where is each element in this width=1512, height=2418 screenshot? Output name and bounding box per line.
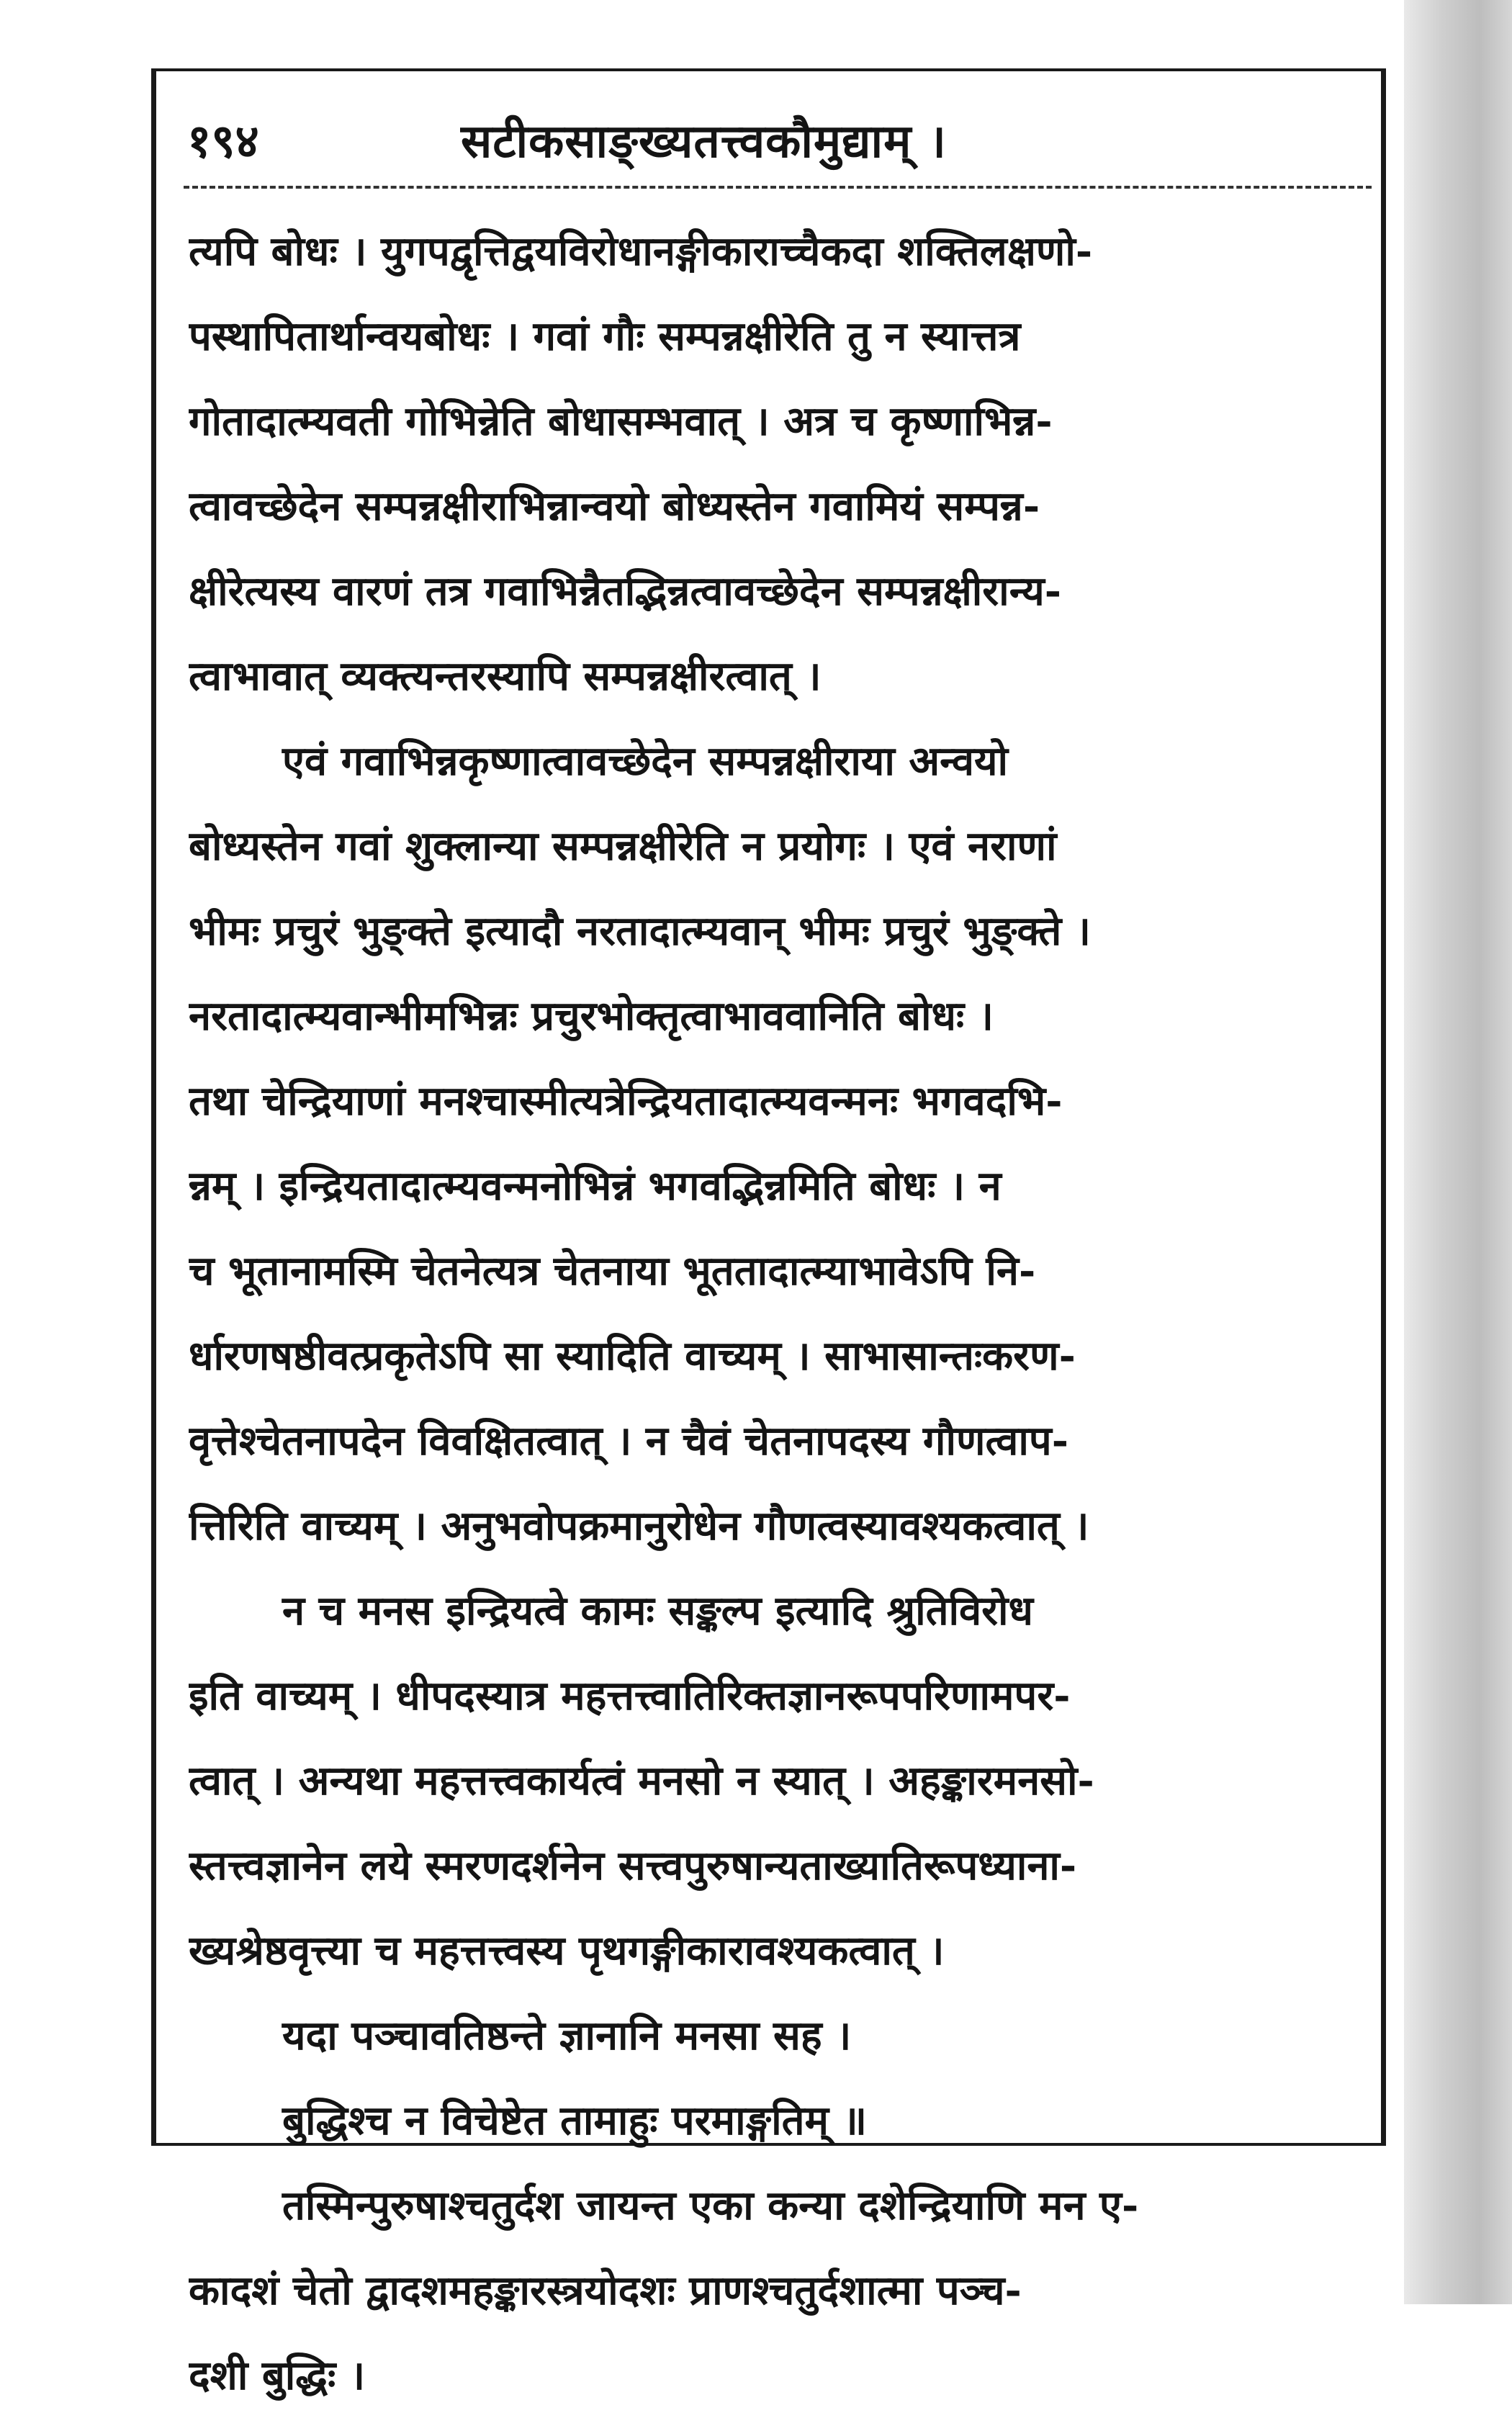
text-line: च भूतानामस्मि चेतनेत्यत्र चेतनाया भूततादात्म्याभावेऽपि नि- [189, 1247, 1036, 1295]
text-line: स्तत्त्वज्ञानेन लये स्मरणदर्शनेन सत्त्वपुरुषान्यताख्यातिरूपध्याना- [189, 1842, 1077, 1889]
verse-line: यदा पञ्चावतिष्ठन्ते ज्ञानानि मनसा सह । [282, 2012, 852, 2059]
text-line: एवं गवाभिन्नकृष्णात्वावच्छेदेन सम्पन्नक्षीराया अन्वयो [282, 737, 1009, 785]
body-text [189, 209, 1355, 2418]
header-rule [184, 186, 1372, 189]
text-line: न च मनस इन्द्रियत्वे कामः सङ्कल्प इत्यादि श्रुतिविरोध [282, 1587, 1034, 1635]
text-line: नरतादात्म्यवान्भीमभिन्नः प्रचुरभोक्तृत्वाभाववानिति बोधः । [189, 992, 994, 1040]
text-line: इति वाच्यम् । धीपदस्यात्र महत्तत्त्वातिरिक्तज्ञानरूपपरिणामपर- [189, 1672, 1071, 1720]
text-line: भीमः प्रचुरं भुङ्क्ते इत्यादौ नरतादात्म्यवान् भीमः प्रचुरं भुङ्क्ते । [189, 907, 1092, 955]
text-line: वृत्तेश्चेतनापदेन विवक्षितत्वात् । न चैवं चेतनापदस्य गौणत्वाप- [189, 1417, 1068, 1465]
text-line: दशी बुद्धिः । [189, 2352, 366, 2399]
text-line: र्धारणषष्ठीवत्प्रकृतेऽपि सा स्यादिति वाच्यम् । साभासान्तःकरण- [189, 1332, 1076, 1380]
text-line: त्यपि बोधः । युगपद्वृत्तिद्वयविरोधानङ्गीकाराच्चैकदा शक्तिलक्षणो- [189, 228, 1093, 275]
text-line: गोतादात्म्यवती गोभिन्नेति बोधासम्भवात् । अत्र च कृष्णाभिन्न- [189, 397, 1053, 445]
text-line: ख्यश्रेष्ठवृत्त्या च महत्तत्त्वस्य पृथगङ्गीकारावश्यकत्वात् । [189, 1927, 945, 1974]
scan-edge [1404, 0, 1512, 2304]
text-line: तथा चेन्द्रियाणां मनश्चास्मीत्यत्रेन्द्रियतादात्म्यवन्मनः भगवदभि- [189, 1077, 1063, 1125]
text-line: न्नम् । इन्द्रियतादात्म्यवन्मनोभिन्नं भगवद्भिन्नमिति बोधः । न [189, 1162, 1002, 1210]
text-line: तस्मिन्पुरुषाश्चतुर्दश जायन्त एका कन्या दशेन्द्रियाणि मन ए- [282, 2182, 1139, 2229]
text-line: क्षीरेत्यस्य वारणं तत्र गवाभिन्नैतद्भिन्नत्वावच्छेदेन सम्पन्नक्षीरान्य- [189, 567, 1061, 615]
verse-line: बुद्धिश्च न विचेष्टेत तामाहुः परमाङ्गतिम् ॥ [282, 2097, 868, 2144]
page-number: १९४ [187, 114, 259, 168]
text-line: त्तिरिति वाच्यम् । अनुभवोपक्रमानुरोधेन गौणत्वस्यावश्यकत्वात् । [189, 1502, 1089, 1550]
text-line: त्वात् । अन्यथा महत्तत्त्वकार्यत्वं मनसो न स्यात् । अहङ्कारमनसो- [189, 1757, 1094, 1804]
text-line: त्वावच्छेदेन सम्पन्नक्षीराभिन्नान्वयो बोध्यस्तेन गवामियं सम्पन्न- [189, 482, 1040, 530]
text-line: बोध्यस्तेन गवां शुक्लान्या सम्पन्नक्षीरेति न प्रयोगः । एवं नराणां [189, 822, 1057, 870]
text-line: त्वाभावात् व्यक्त्यन्तरस्यापि सम्पन्नक्षीरत्वात् । [189, 652, 822, 700]
running-title: सटीकसाङ्ख्यतत्त्वकौमुद्याम् । [461, 114, 947, 168]
text-line: कादशं चेतो द्वादशमहङ्कारस्त्रयोदशः प्राणश्चतुर्दशात्मा पञ्च- [189, 2267, 1022, 2314]
text-line: पस्थापितार्थान्वयबोधः । गवां गौः सम्पन्नक्षीरेति तु न स्यात्तत्र [189, 313, 1021, 360]
page-header [187, 101, 1368, 180]
